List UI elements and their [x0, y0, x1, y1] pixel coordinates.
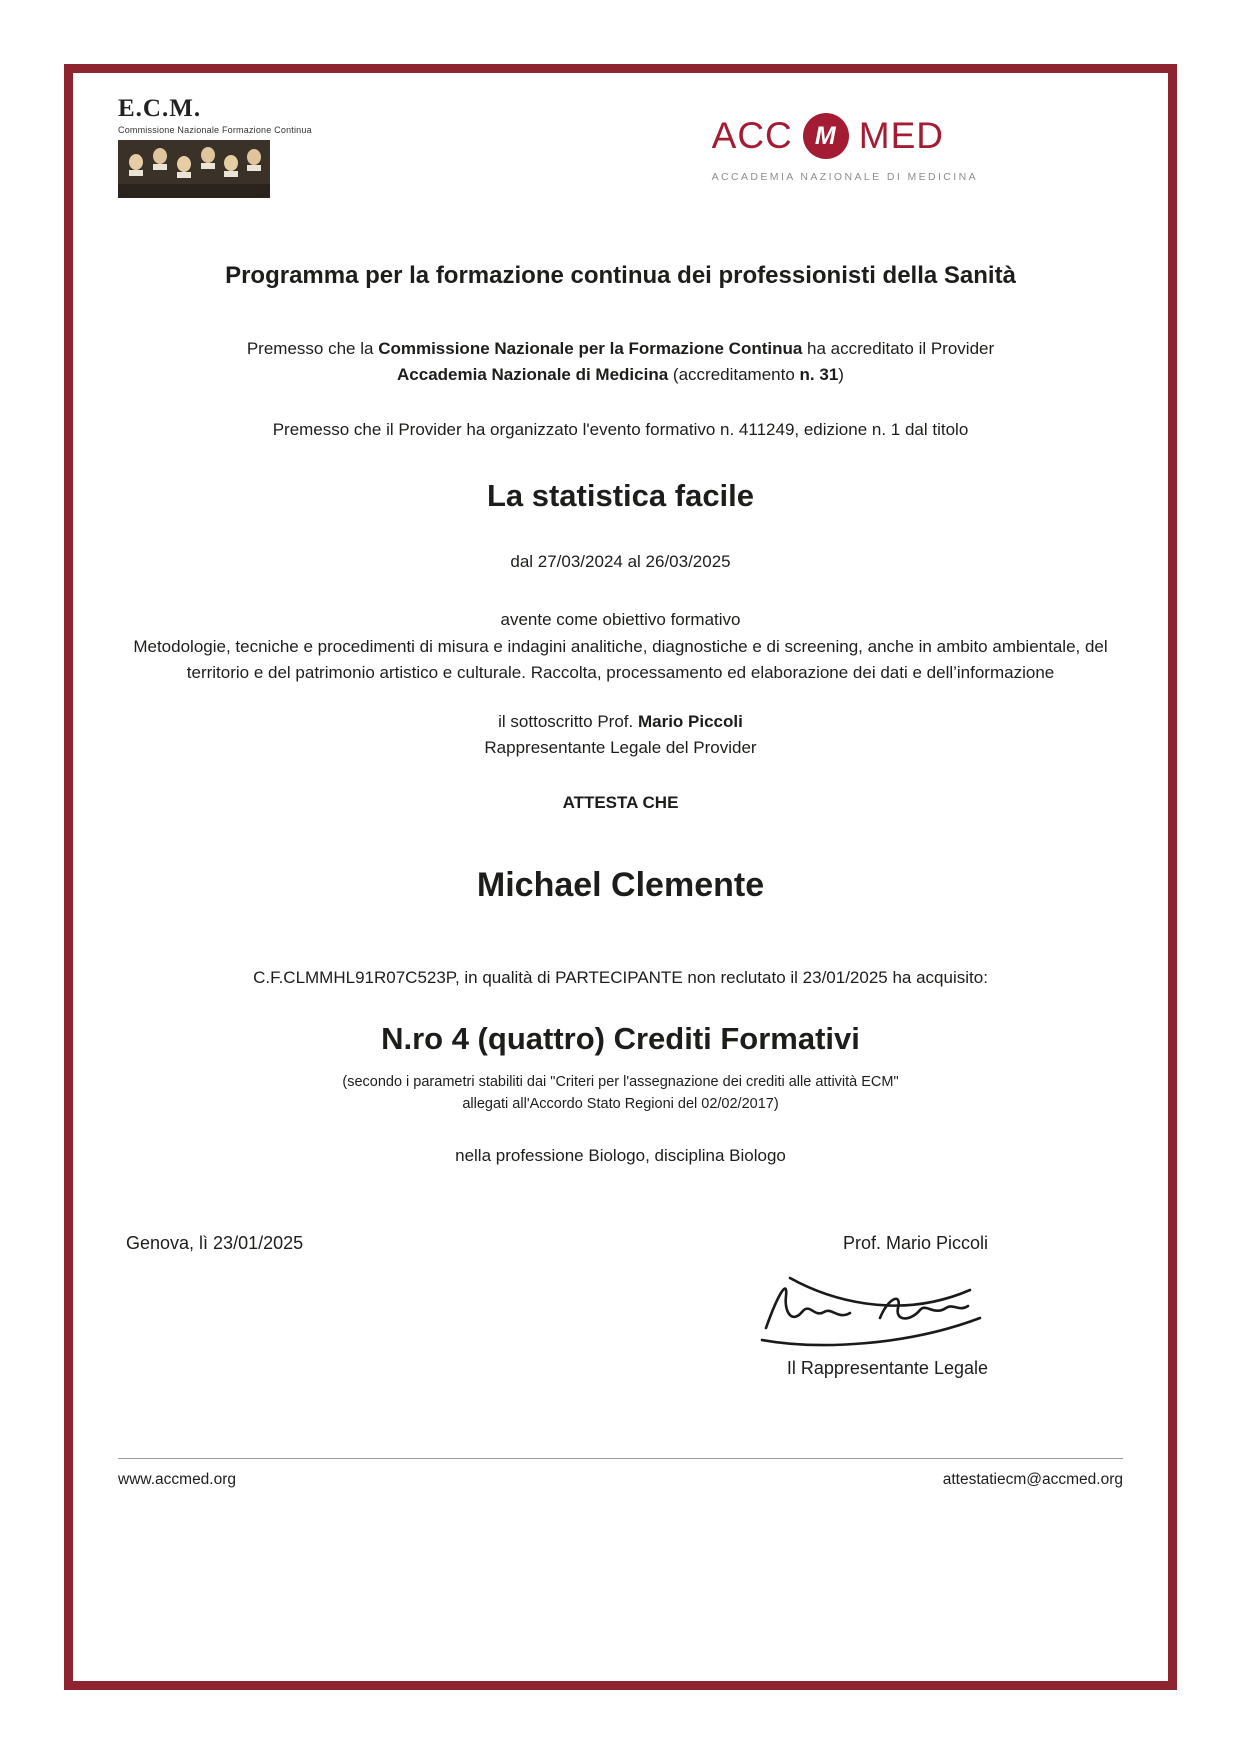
ecm-logo-subtitle: Commissione Nazionale Formazione Continua — [118, 125, 312, 135]
undersigned-pre-text: il sottoscritto Prof. — [498, 712, 638, 731]
signer-role: Il Rappresentante Legale — [786, 1358, 988, 1378]
course-title: La statistica facile — [486, 477, 755, 513]
footer-email: attestatiecm@accmed.org — [942, 1471, 1123, 1488]
undersigned-line — [118, 709, 1123, 735]
footer-website: www.accmed.org — [118, 1471, 237, 1488]
accmed-monogram-icon: M — [803, 113, 849, 159]
certificate-content — [118, 258, 1123, 1169]
accmed-med-text: MED — [858, 115, 944, 156]
ecm-painting-image — [118, 140, 270, 198]
ecm-logo — [118, 95, 312, 198]
premise-text: ) — [838, 364, 844, 384]
header — [118, 95, 1123, 198]
premise-accreditation-number: n. 31 — [799, 364, 839, 384]
ecm-logo-title: E.C.M. — [118, 95, 202, 122]
premise-accreditation-line1 — [118, 336, 1123, 362]
premise-event: Premesso che il Provider ha organizzato l'evento formativo n. 411249, edizione n. 1 dal titolo — [272, 420, 969, 439]
certificate-inner — [73, 73, 1168, 1681]
premise-accreditation-line2 — [118, 362, 1123, 388]
premise-accreditation — [118, 336, 1123, 387]
attesta-che-label: ATTESTA CHE — [562, 793, 679, 812]
profession-line: nella professione Biologo, disciplina Biologo — [455, 1146, 786, 1166]
certificate-border — [64, 64, 1177, 1690]
program-title: Programma per la formazione continua dei professionisti della Sanità — [225, 262, 1016, 289]
premise-provider-name: Accademia Nazionale di Medicina — [397, 364, 669, 384]
accmed-logo — [712, 113, 1123, 183]
undersigned-role: Rappresentante Legale del Provider — [484, 737, 757, 757]
premise-text: (accreditamento — [668, 364, 800, 384]
signature-image — [756, 1264, 988, 1352]
premise-commission-name: Commissione Nazionale per la Formazione Continua — [378, 339, 803, 358]
acquisition-line: C.F.CLMMHL91R07C523P, in qualità di PARTECIPANTE non reclutato il 23/01/2025 ha acquisito: — [253, 967, 988, 987]
course-dates: dal 27/03/2024 al 26/03/2025 — [510, 552, 731, 571]
objective-intro: avente come obiettivo formativo — [500, 609, 741, 629]
place-date: Genova, lì 23/01/2025 — [126, 1233, 304, 1253]
credits-title: N.ro 4 (quattro) Crediti Formativi — [381, 1021, 860, 1056]
signature-area — [126, 1233, 1123, 1379]
signer-name: Prof. Mario Piccoli — [842, 1233, 988, 1253]
participant-name: Michael Clemente — [476, 865, 765, 904]
credits-note-line2: allegati all'Accordo Stato Regioni del 02/02/2017) — [462, 1095, 779, 1112]
accmed-logo-subtitle: ACCADEMIA NAZIONALE DI MEDICINA — [711, 171, 978, 183]
footer — [118, 1458, 1123, 1489]
premise-text: Premesso che la — [246, 339, 379, 358]
undersigned-name: Mario Piccoli — [637, 712, 743, 731]
premise-text: ha accreditato il Provider — [802, 339, 995, 358]
credits-note-line1: (secondo i parametri stabiliti dai "Criteri per l'assegnazione dei crediti alle attività ECM" — [342, 1073, 899, 1090]
signature-block — [756, 1233, 1123, 1379]
accmed-acc-text: ACC — [711, 115, 793, 156]
accmed-logo-wordmark — [712, 113, 978, 159]
objective-text: Metodologie, tecniche e procedimenti di misura e indagini analitiche, diagnostiche e di screening, anche in ambito ambientale, del territorio e del patrimonio artistico e culturale. Raccolta, processamento ed elaborazione dei dati e dell’informazione — [133, 637, 1108, 682]
